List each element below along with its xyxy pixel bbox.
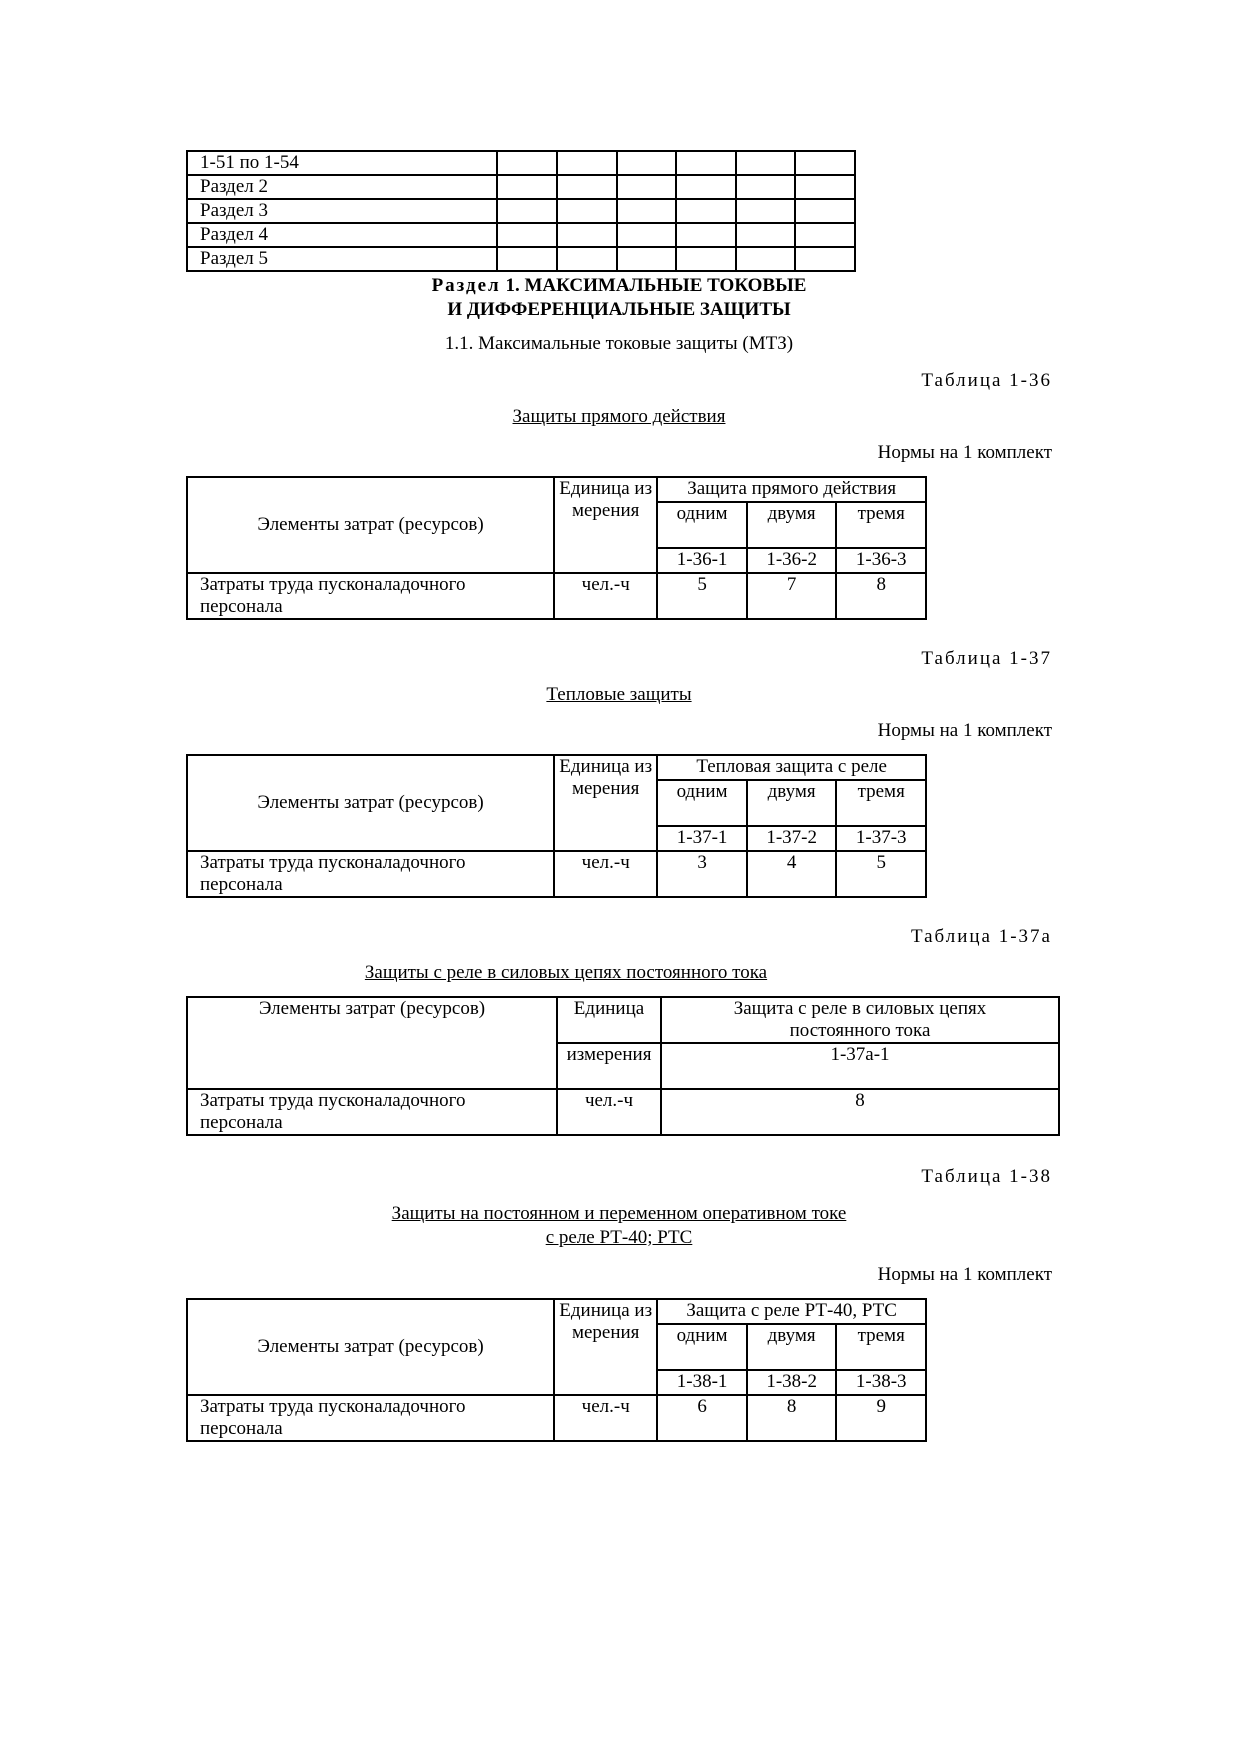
index-row-label: 1-51 по 1-54 <box>187 151 497 175</box>
value-cell: 8 <box>836 573 926 619</box>
code-cell: 1-37а-1 <box>661 1043 1059 1089</box>
code-cell: 1-37-1 <box>657 826 747 851</box>
table-row <box>187 199 855 223</box>
value-cell: 4 <box>747 851 837 897</box>
table-row <box>187 997 1059 1043</box>
col-elements-header: Элементы затрат (ресурсов) <box>187 997 557 1089</box>
row-unit: чел.-ч <box>557 1089 661 1135</box>
table-1-36-norms: Нормы на 1 комплект <box>877 442 1052 463</box>
code-cell: 1-37-3 <box>836 826 926 851</box>
col-group-header: Защита с реле в силовых цепях постоянного тока <box>661 997 1059 1043</box>
row-unit: чел.-ч <box>554 1395 657 1441</box>
col-unit-header: Единица измерения <box>554 755 657 851</box>
col-unit-header: Единица измерения <box>554 1299 657 1395</box>
section-title <box>186 274 1052 322</box>
code-cell: 1-37-2 <box>747 826 837 851</box>
section-subtitle: 1.1. Максимальные токовые защиты (МТЗ) <box>444 333 794 354</box>
sub-header: одним <box>657 780 747 826</box>
sub-header: тремя <box>836 502 926 548</box>
table-1-37a-label: Таблица 1-37а <box>910 926 1052 947</box>
row-label: Затраты труда пусконаладочного персонала <box>187 1395 554 1441</box>
sub-header: одним <box>657 1324 747 1370</box>
value-cell: 6 <box>657 1395 747 1441</box>
value-cell: 8 <box>661 1089 1059 1135</box>
table-row <box>187 1395 926 1441</box>
index-row-label: Раздел 4 <box>187 223 497 247</box>
table-row <box>187 477 926 502</box>
index-row-label: Раздел 2 <box>187 175 497 199</box>
col-group-header: Защита прямого действия <box>657 477 926 502</box>
row-unit: чел.-ч <box>554 573 657 619</box>
table-row <box>187 175 855 199</box>
table-1-37-label: Таблица 1-37 <box>921 648 1052 669</box>
sub-header: тремя <box>836 1324 926 1370</box>
table-1-36-label: Таблица 1-36 <box>921 370 1052 391</box>
section-title-prefix: Раздел <box>431 275 501 296</box>
index-row-label: Раздел 5 <box>187 247 497 271</box>
sub-header: двумя <box>747 780 837 826</box>
table-row <box>187 851 926 897</box>
table-1-36 <box>186 476 927 620</box>
index-row-label: Раздел 3 <box>187 199 497 223</box>
col-unit-header-bottom: измерения <box>557 1043 661 1089</box>
table-row <box>187 573 926 619</box>
value-cell: 3 <box>657 851 747 897</box>
value-cell: 5 <box>836 851 926 897</box>
row-label: Затраты труда пусконаладочного персонала <box>187 573 554 619</box>
code-cell: 1-38-3 <box>836 1370 926 1395</box>
index-table <box>186 150 856 272</box>
col-unit-header-top: Единица <box>557 997 661 1043</box>
table-1-37a-name: Защиты с реле в силовых цепях постоянного тока <box>364 962 768 983</box>
table-row <box>187 1089 1059 1135</box>
row-label: Затраты труда пусконаладочного персонала <box>187 851 554 897</box>
section-title-line2: И ДИФФЕРЕНЦИАЛЬНЫЕ ЗАЩИТЫ <box>447 299 791 320</box>
code-cell: 1-38-1 <box>657 1370 747 1395</box>
table-1-37 <box>186 754 927 898</box>
value-cell: 5 <box>657 573 747 619</box>
table-1-38-label: Таблица 1-38 <box>921 1166 1052 1187</box>
code-cell: 1-36-2 <box>747 548 837 573</box>
sub-header: тремя <box>836 780 926 826</box>
code-cell: 1-36-3 <box>836 548 926 573</box>
table-1-38-name <box>186 1202 1052 1250</box>
table-1-36-name: Защиты прямого действия <box>512 406 726 427</box>
value-cell: 8 <box>747 1395 837 1441</box>
value-cell: 9 <box>836 1395 926 1441</box>
table-row <box>187 755 926 780</box>
code-cell: 1-36-1 <box>657 548 747 573</box>
table-1-38-name-line1: Защиты на постоянном и переменном оперативном токе <box>391 1203 847 1224</box>
code-cell: 1-38-2 <box>747 1370 837 1395</box>
col-group-header: Тепловая защита с реле <box>657 755 926 780</box>
table-row <box>187 223 855 247</box>
sub-header: двумя <box>747 1324 837 1370</box>
table-1-38 <box>186 1298 927 1442</box>
section-title-line1: 1. МАКСИМАЛЬНЫЕ ТОКОВЫЕ <box>505 275 807 296</box>
row-label: Затраты труда пусконаладочного персонала <box>187 1089 557 1135</box>
table-row <box>187 151 855 175</box>
sub-header: двумя <box>747 502 837 548</box>
table-1-37-norms: Нормы на 1 комплект <box>877 720 1052 741</box>
table-row <box>187 1299 926 1324</box>
col-unit-header: Единица измерения <box>554 477 657 573</box>
value-cell: 7 <box>747 573 837 619</box>
table-1-38-name-line2: с реле РТ-40; РТС <box>545 1227 693 1248</box>
table-1-37-name: Тепловые защиты <box>546 684 692 705</box>
table-row <box>187 247 855 271</box>
col-group-header: Защита с реле РТ-40, РТС <box>657 1299 926 1324</box>
table-1-38-norms: Нормы на 1 комплект <box>877 1264 1052 1285</box>
row-unit: чел.-ч <box>554 851 657 897</box>
table-1-37a <box>186 996 1060 1136</box>
sub-header: одним <box>657 502 747 548</box>
col-elements-header: Элементы затрат (ресурсов) <box>187 477 554 573</box>
col-elements-header: Элементы затрат (ресурсов) <box>187 1299 554 1395</box>
col-elements-header: Элементы затрат (ресурсов) <box>187 755 554 851</box>
